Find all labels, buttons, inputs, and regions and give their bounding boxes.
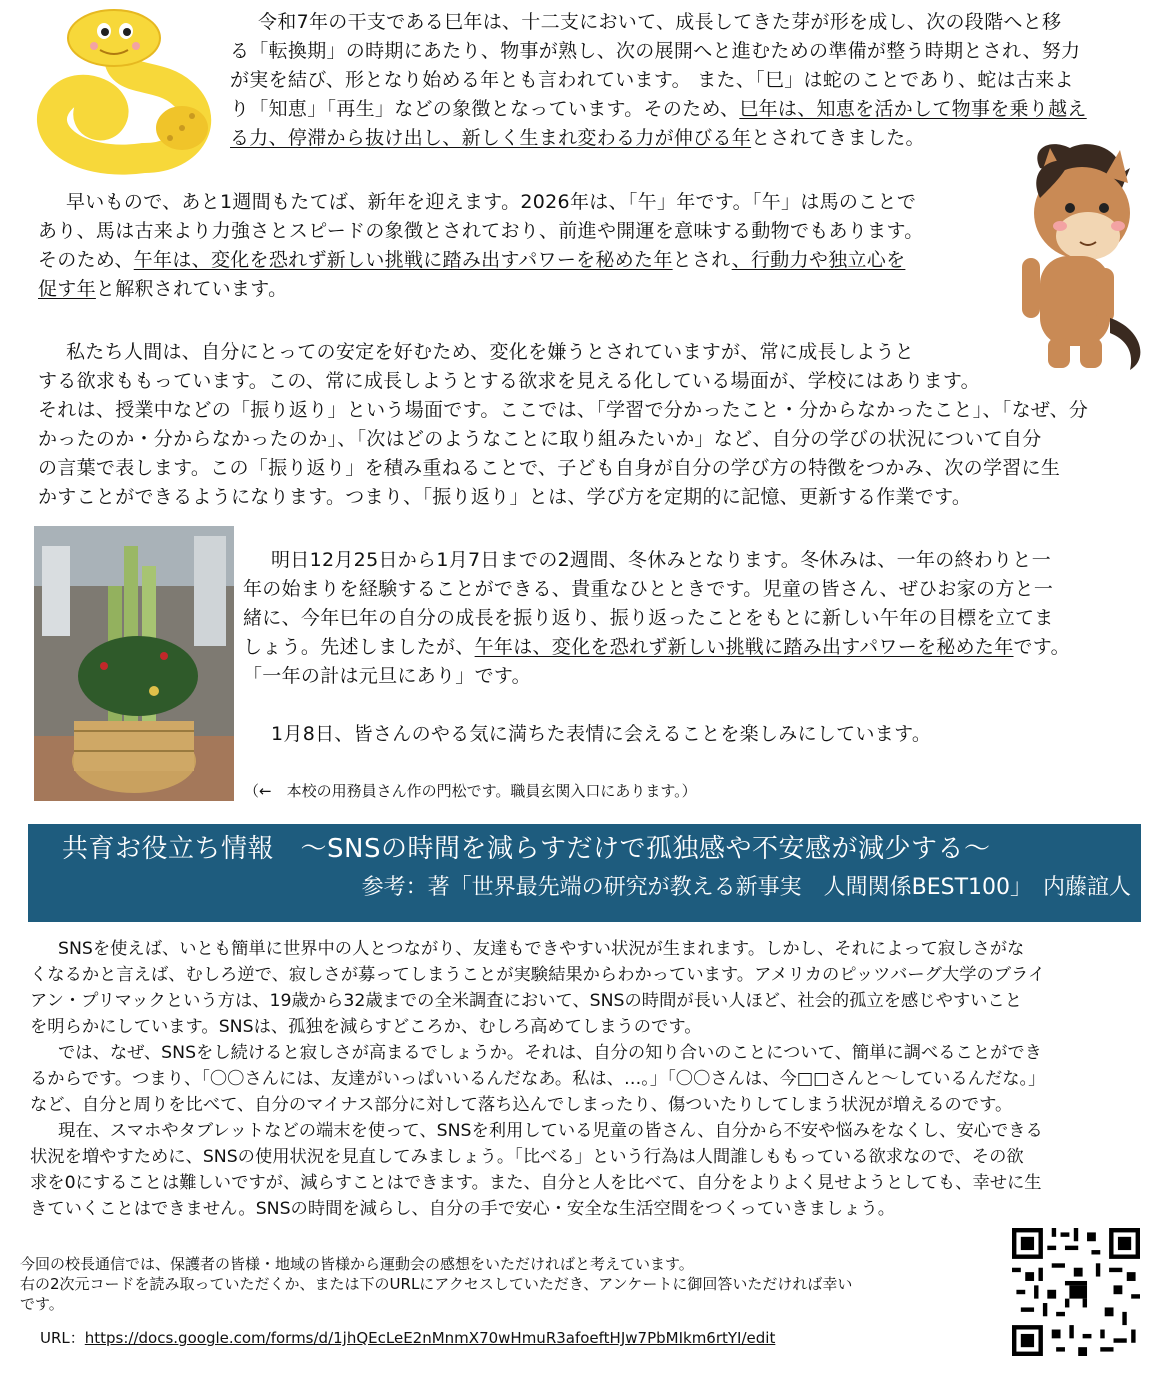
banner-reference: 参考：著「世界最先端の研究が教える新事実 人間関係BEST100」 内藤誼人: [361, 875, 1131, 900]
text-line: とされてきました。: [751, 127, 925, 149]
photo-caption: （← 本校の用務員さん作の門松です。職員玄関入口にあります。）: [244, 782, 697, 800]
text-line: 令和7年の干支である巳年は、十二支において、成長してきた芽が形を成し、次の段階へと移: [258, 11, 1062, 33]
text-line: しょう。先述しましたが、: [243, 636, 475, 658]
text-line: 今回の校長通信では、保護者の皆様・地域の皆様から運動会の感想をいただければと考えています。: [20, 1255, 694, 1273]
text-line: 私たち人間は、自分にとっての安定を好むため、変化を嫌うとされていますが、常に成長しようと: [66, 341, 915, 363]
underlined-text: 、行動力や独立心を: [731, 249, 906, 271]
text-line: 求を0にすることは難しいですが、減らすことはできます。また、自分と人を比べて、自分をよりよく見せようとしても、幸せに生: [30, 1173, 1042, 1193]
text-line: 状況を増やすために、SNSの使用状況を見直してみましょう。「比べる」という行為は人間誰しももっている欲求なので、その欲: [30, 1147, 1024, 1167]
text-line: 右の2次元コードを読み取っていただくか、または下のURLにアクセスしていただき、アンケートに御回答いただければ幸い: [20, 1275, 853, 1293]
snake-paragraph: [230, 8, 1145, 153]
text-line: など、自分と周りを比べて、自分のマイナス部分に対して落ち込んでしまったり、傷ついたりしてしまう状況が増えるのです。: [30, 1095, 1013, 1115]
text-line: くなるかと言えば、むしろ逆で、寂しさが募ってしまうことが実験結果からわかっています。アメリカのピッツバーグ大学のブライ: [30, 965, 1046, 985]
info-banner: [28, 824, 1141, 922]
text-line: それは、授業中などの「振り返り」という場面です。ここでは、「学習で分かったこと・分からなかったこと」、「なぜ、分: [38, 399, 1089, 421]
sns-paragraph: [30, 936, 1142, 1222]
text-line: とされ: [672, 249, 732, 271]
text-line: では、なぜ、SNSをし続けると寂しさが高まるでしょうか。それは、自分の知り合いのことについて、簡単に調べることができ: [58, 1043, 1042, 1063]
horse-paragraph: [38, 188, 1028, 304]
snake-illustration: [32, 8, 214, 176]
underlined-text: る力、停滞から抜け出し、新しく生まれ変わる力が伸びる年: [230, 127, 752, 149]
survey-url-row: [40, 1328, 775, 1348]
text-line: 現在、スマホやタブレットなどの端末を使って、SNSを利用している児童の皆さん、自分から不安や悩みをなくし、安心できる: [58, 1121, 1043, 1141]
underlined-text: 午年は、変化を恐れず新しい挑戦に踏み出すパワーを秘めた年: [474, 636, 1014, 658]
text-line: 年の始まりを経験することができる、貴重なひとときです。児童の皆さん、ぜひお家の方と一: [243, 578, 1054, 600]
text-line: アン・プリマックという方は、19歳から32歳までの全米調査において、SNSの時間が長い人ほど、社会的孤立を感じやすいこと: [30, 991, 1022, 1011]
url-label: URL：: [40, 1329, 85, 1347]
text-line: 明日12月25日から1月7日までの2週間、冬休みとなります。冬休みは、一年の終わりと一: [271, 549, 1052, 571]
qr-code[interactable]: [1012, 1228, 1140, 1356]
text-line: が実を結び、形となり始める年とも言われています。 また、「巳」は蛇のことであり、蛇は古来よ: [230, 69, 1074, 91]
text-line: あり、馬は古来より力強さとスピードの象徴とされており、前進や開運を意味する動物でもあります。: [38, 220, 924, 242]
text-line: と解釈されています。: [95, 278, 288, 300]
text-line: 緒に、今年巳年の自分の成長を振り返り、振り返ったことをもとに新しい午年の目標を立てま: [243, 607, 1054, 629]
underlined-text: 午年は、変化を恐れず新しい挑戦に踏み出すパワーを秘めた年: [133, 249, 673, 271]
kadomatsu-photo: [34, 526, 234, 801]
text-line: るからです。つまり、「〇〇さんには、友達がいっぱいいるんだなあ。私は、…。」「〇〇さんは、今□□さんと～しているんだな。」: [30, 1069, 1046, 1089]
text-line: の言葉で表します。この「振り返り」を積み重ねることで、子ども自身が自分の学び方の特徴をつかみ、次の学習に生: [38, 457, 1061, 479]
text-line: り「知恵」「再生」などの象徴となっています。そのため、: [230, 98, 740, 120]
text-line: する欲求ももっています。この、常に成長しようとする欲求を見える化している場面が、学校にはあります。: [38, 370, 980, 392]
text-line: そのため、: [38, 249, 134, 271]
underlined-text: 促す年: [38, 278, 96, 300]
text-line: 1月8日、皆さんのやる気に満ちた表情に会えることを楽しみにしています。: [271, 723, 932, 745]
text-line: きていくことはできません。SNSの時間を減らし、自分の手で安心・安全な生活空間をつくっていきましょう。: [30, 1199, 896, 1219]
text-line: 「一年の計は元旦にあり」です。: [243, 665, 531, 687]
underlined-text: 巳年は、知恵を活かして物事を乗り越え: [739, 98, 1087, 120]
winter-paragraph: [243, 546, 1143, 749]
text-line: る「転換期」の時期にあたり、物事が熟し、次の展開へと進むための準備が整う時期とされ、努力: [230, 40, 1081, 62]
survey-text: [20, 1254, 1005, 1314]
banner-title: 共育お役立ち情報 ～SNSの時間を減らすだけで孤独感や不安感が減少する～: [62, 834, 991, 864]
text-line: かったのか・分からなかったのか」、「次はどのようなことに取り組みたいか」など、自分の学びの状況について自分: [38, 428, 1042, 450]
text-line: SNSを使えば、いとも簡単に世界中の人とつながり、友達もできやすい状況が生まれます。しかし、それによって寂しさがな: [58, 939, 1025, 959]
reflection-paragraph: [38, 338, 1148, 512]
text-line: 早いもので、あと1週間もたてば、新年を迎えます。2026年は、「午」年です。「午」は馬のことで: [66, 191, 917, 213]
text-line: かすことができるようになります。つまり、「振り返り」とは、学び方を定期的に記憶、更新する作業です。: [38, 486, 972, 508]
text-line: を明らかにしています。SNSは、孤独を減らすどころか、むしろ高めてしまうのです。: [30, 1017, 702, 1037]
text-line: です。: [1013, 636, 1070, 658]
survey-url-link[interactable]: https://docs.google.com/forms/d/1jhQEcLeE2nMnmX70wHmuR3afoeftHJw7PbMIkm6rtYI/edit: [84, 1329, 776, 1347]
text-line: です。: [20, 1295, 64, 1313]
